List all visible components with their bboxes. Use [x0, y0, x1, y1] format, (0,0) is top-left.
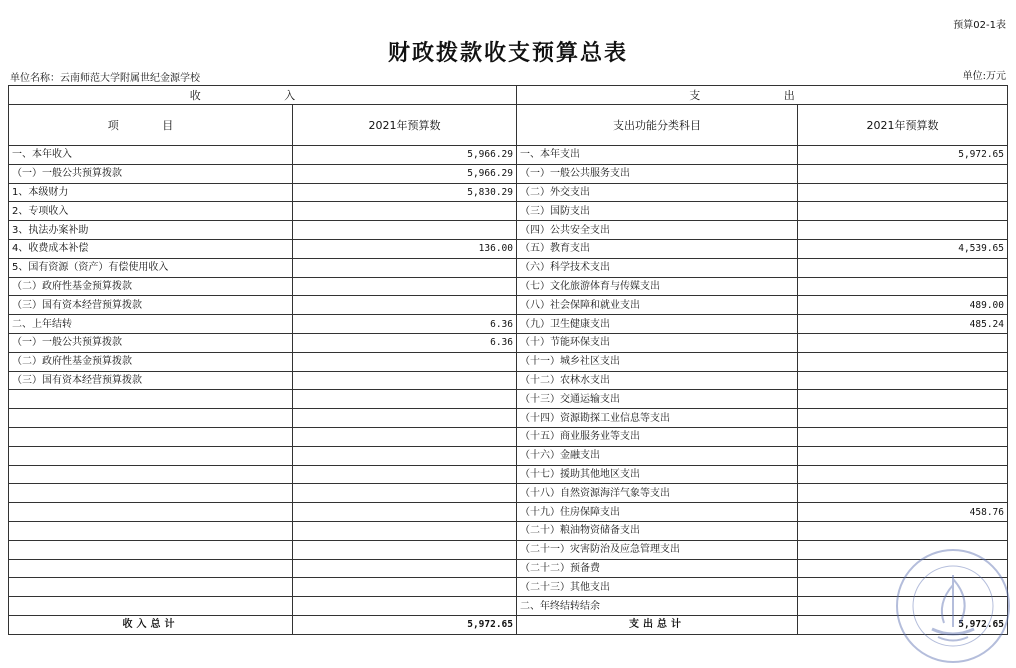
- income-value-cell: [293, 484, 517, 503]
- income-value-cell: [293, 352, 517, 371]
- expense-item-cell: （五）教育支出: [517, 239, 798, 258]
- expense-total-value: 5,972.65: [798, 615, 1008, 634]
- table-row: [9, 578, 1008, 597]
- expense-item-cell: （九）卫生健康支出: [517, 315, 798, 334]
- income-item-cell: [9, 484, 293, 503]
- income-value-cell: [293, 446, 517, 465]
- income-item-cell: （一）一般公共预算拨款: [9, 333, 293, 352]
- income-item-cell: [9, 540, 293, 559]
- item-header: 项 目: [9, 105, 293, 146]
- income-total-value: 5,972.65: [293, 615, 517, 634]
- form-code: 预算02-1表: [953, 20, 1006, 31]
- income-item-cell: [9, 503, 293, 522]
- table-row: [9, 164, 1008, 183]
- income-value-cell: 6.36: [293, 315, 517, 334]
- expense-total-label: 支出总计: [517, 615, 798, 634]
- expense-item-cell: （八）社会保障和就业支出: [517, 296, 798, 315]
- income-value-cell: [293, 427, 517, 446]
- table-row: [9, 183, 1008, 202]
- table-row: [9, 446, 1008, 465]
- expense-item-cell: （四）公共安全支出: [517, 221, 798, 240]
- table-row: [9, 521, 1008, 540]
- table-row: [9, 258, 1008, 277]
- money-unit: 单位:万元: [962, 71, 1006, 82]
- income-item-cell: 二、上年结转: [9, 315, 293, 334]
- table-row: [9, 371, 1008, 390]
- income-value-cell: [293, 465, 517, 484]
- expense-item-cell: （十七）援助其他地区支出: [517, 465, 798, 484]
- expense-value-cell: 5,972.65: [798, 146, 1008, 165]
- table-row: [9, 352, 1008, 371]
- income-item-cell: 1、本级财力: [9, 183, 293, 202]
- expense-value-cell: [798, 221, 1008, 240]
- income-item-cell: （二）政府性基金预算拨款: [9, 352, 293, 371]
- income-item-cell: （三）国有资本经营预算拨款: [9, 371, 293, 390]
- expense-value-cell: [798, 484, 1008, 503]
- expense-budget-header: 2021年预算数: [798, 105, 1008, 146]
- income-item-cell: [9, 427, 293, 446]
- expense-value-cell: 458.76: [798, 503, 1008, 522]
- table-row: [9, 540, 1008, 559]
- table-row: [9, 202, 1008, 221]
- expense-value-cell: [798, 183, 1008, 202]
- expense-value-cell: [798, 390, 1008, 409]
- income-item-cell: 5、国有资源（资产）有偿使用收入: [9, 258, 293, 277]
- expense-item-cell: （十）节能环保支出: [517, 333, 798, 352]
- table-row: [9, 484, 1008, 503]
- income-item-cell: [9, 446, 293, 465]
- expense-value-cell: 485.24: [798, 315, 1008, 334]
- expense-section-header: 支 出: [517, 86, 1008, 105]
- expense-value-cell: [798, 258, 1008, 277]
- section-header-row: [9, 86, 1008, 105]
- income-item-cell: [9, 578, 293, 597]
- income-budget-header: 2021年预算数: [293, 105, 517, 146]
- expense-item-cell: （一）一般公共服务支出: [517, 164, 798, 183]
- table-row: [9, 333, 1008, 352]
- expense-value-cell: [798, 371, 1008, 390]
- expense-value-cell: 4,539.65: [798, 239, 1008, 258]
- income-value-cell: [293, 221, 517, 240]
- table-row: [9, 296, 1008, 315]
- table-row: [9, 427, 1008, 446]
- table-row: [9, 390, 1008, 409]
- income-value-cell: [293, 503, 517, 522]
- income-item-cell: （一）一般公共预算拨款: [9, 164, 293, 183]
- page-title: 财政拨款收支预算总表: [387, 40, 628, 66]
- income-value-cell: [293, 578, 517, 597]
- table-row: [9, 146, 1008, 165]
- column-header-row: [9, 105, 1008, 146]
- income-value-cell: [293, 597, 517, 616]
- income-item-cell: [9, 390, 293, 409]
- income-value-cell: 6.36: [293, 333, 517, 352]
- unit-name: 单位名称：云南师范大学附属世纪金源学校: [10, 73, 200, 84]
- income-item-cell: [9, 409, 293, 428]
- income-item-cell: [9, 521, 293, 540]
- table-body: [9, 146, 1008, 616]
- income-value-cell: [293, 258, 517, 277]
- expense-item-cell: （十一）城乡社区支出: [517, 352, 798, 371]
- income-value-cell: [293, 202, 517, 221]
- expense-value-cell: [798, 202, 1008, 221]
- table-row: [9, 239, 1008, 258]
- expense-value-cell: [798, 352, 1008, 371]
- table-row: [9, 597, 1008, 616]
- expense-value-cell: [798, 333, 1008, 352]
- total-row: [9, 615, 1008, 634]
- income-value-cell: [293, 540, 517, 559]
- income-item-cell: 3、执法办案补助: [9, 221, 293, 240]
- expense-item-cell: （二十三）其他支出: [517, 578, 798, 597]
- table-row: [9, 503, 1008, 522]
- expense-category-header: 支出功能分类科目: [517, 105, 798, 146]
- budget-table: [8, 85, 1008, 635]
- expense-item-cell: （十六）金融支出: [517, 446, 798, 465]
- income-value-cell: 5,830.29: [293, 183, 517, 202]
- income-value-cell: [293, 390, 517, 409]
- income-section-header: 收 入: [9, 86, 517, 105]
- expense-value-cell: [798, 409, 1008, 428]
- expense-item-cell: （二十）粮油物资储备支出: [517, 521, 798, 540]
- table-row: [9, 221, 1008, 240]
- expense-item-cell: （六）科学技术支出: [517, 258, 798, 277]
- expense-value-cell: [798, 446, 1008, 465]
- expense-item-cell: （二十一）灾害防治及应急管理支出: [517, 540, 798, 559]
- expense-item-cell: （二十二）预备费: [517, 559, 798, 578]
- income-value-cell: 5,966.29: [293, 146, 517, 165]
- income-value-cell: [293, 371, 517, 390]
- income-total-label: 收入总计: [9, 615, 293, 634]
- school-seal-icon: [892, 545, 1014, 667]
- table-row: [9, 465, 1008, 484]
- expense-item-cell: （十五）商业服务业等支出: [517, 427, 798, 446]
- income-item-cell: 2、专项收入: [9, 202, 293, 221]
- expense-item-cell: （十八）自然资源海洋气象等支出: [517, 484, 798, 503]
- expense-value-cell: [798, 164, 1008, 183]
- expense-value-cell: [798, 277, 1008, 296]
- income-item-cell: 4、收费成本补偿: [9, 239, 293, 258]
- expense-item-cell: （十九）住房保障支出: [517, 503, 798, 522]
- income-value-cell: [293, 409, 517, 428]
- table-row: [9, 315, 1008, 334]
- income-value-cell: 5,966.29: [293, 164, 517, 183]
- income-item-cell: [9, 559, 293, 578]
- expense-value-cell: [798, 427, 1008, 446]
- income-value-cell: [293, 296, 517, 315]
- income-item-cell: 一、本年收入: [9, 146, 293, 165]
- income-value-cell: [293, 521, 517, 540]
- expense-item-cell: （二）外交支出: [517, 183, 798, 202]
- expense-item-cell: （十三）交通运输支出: [517, 390, 798, 409]
- expense-item-cell: 二、年终结转结余: [517, 597, 798, 616]
- income-item-cell: （二）政府性基金预算拨款: [9, 277, 293, 296]
- income-item-cell: （三）国有资本经营预算拨款: [9, 296, 293, 315]
- expense-item-cell: （七）文化旅游体育与传媒支出: [517, 277, 798, 296]
- table-row: [9, 409, 1008, 428]
- expense-value-cell: 489.00: [798, 296, 1008, 315]
- income-item-cell: [9, 465, 293, 484]
- expense-item-cell: （三）国防支出: [517, 202, 798, 221]
- income-value-cell: [293, 559, 517, 578]
- income-item-cell: [9, 597, 293, 616]
- expense-value-cell: [798, 521, 1008, 540]
- expense-value-cell: [798, 465, 1008, 484]
- income-value-cell: 136.00: [293, 239, 517, 258]
- table-row: [9, 559, 1008, 578]
- income-value-cell: [293, 277, 517, 296]
- expense-item-cell: （十四）资源勘探工业信息等支出: [517, 409, 798, 428]
- table-row: [9, 277, 1008, 296]
- expense-item-cell: （十二）农林水支出: [517, 371, 798, 390]
- expense-item-cell: 一、本年支出: [517, 146, 798, 165]
